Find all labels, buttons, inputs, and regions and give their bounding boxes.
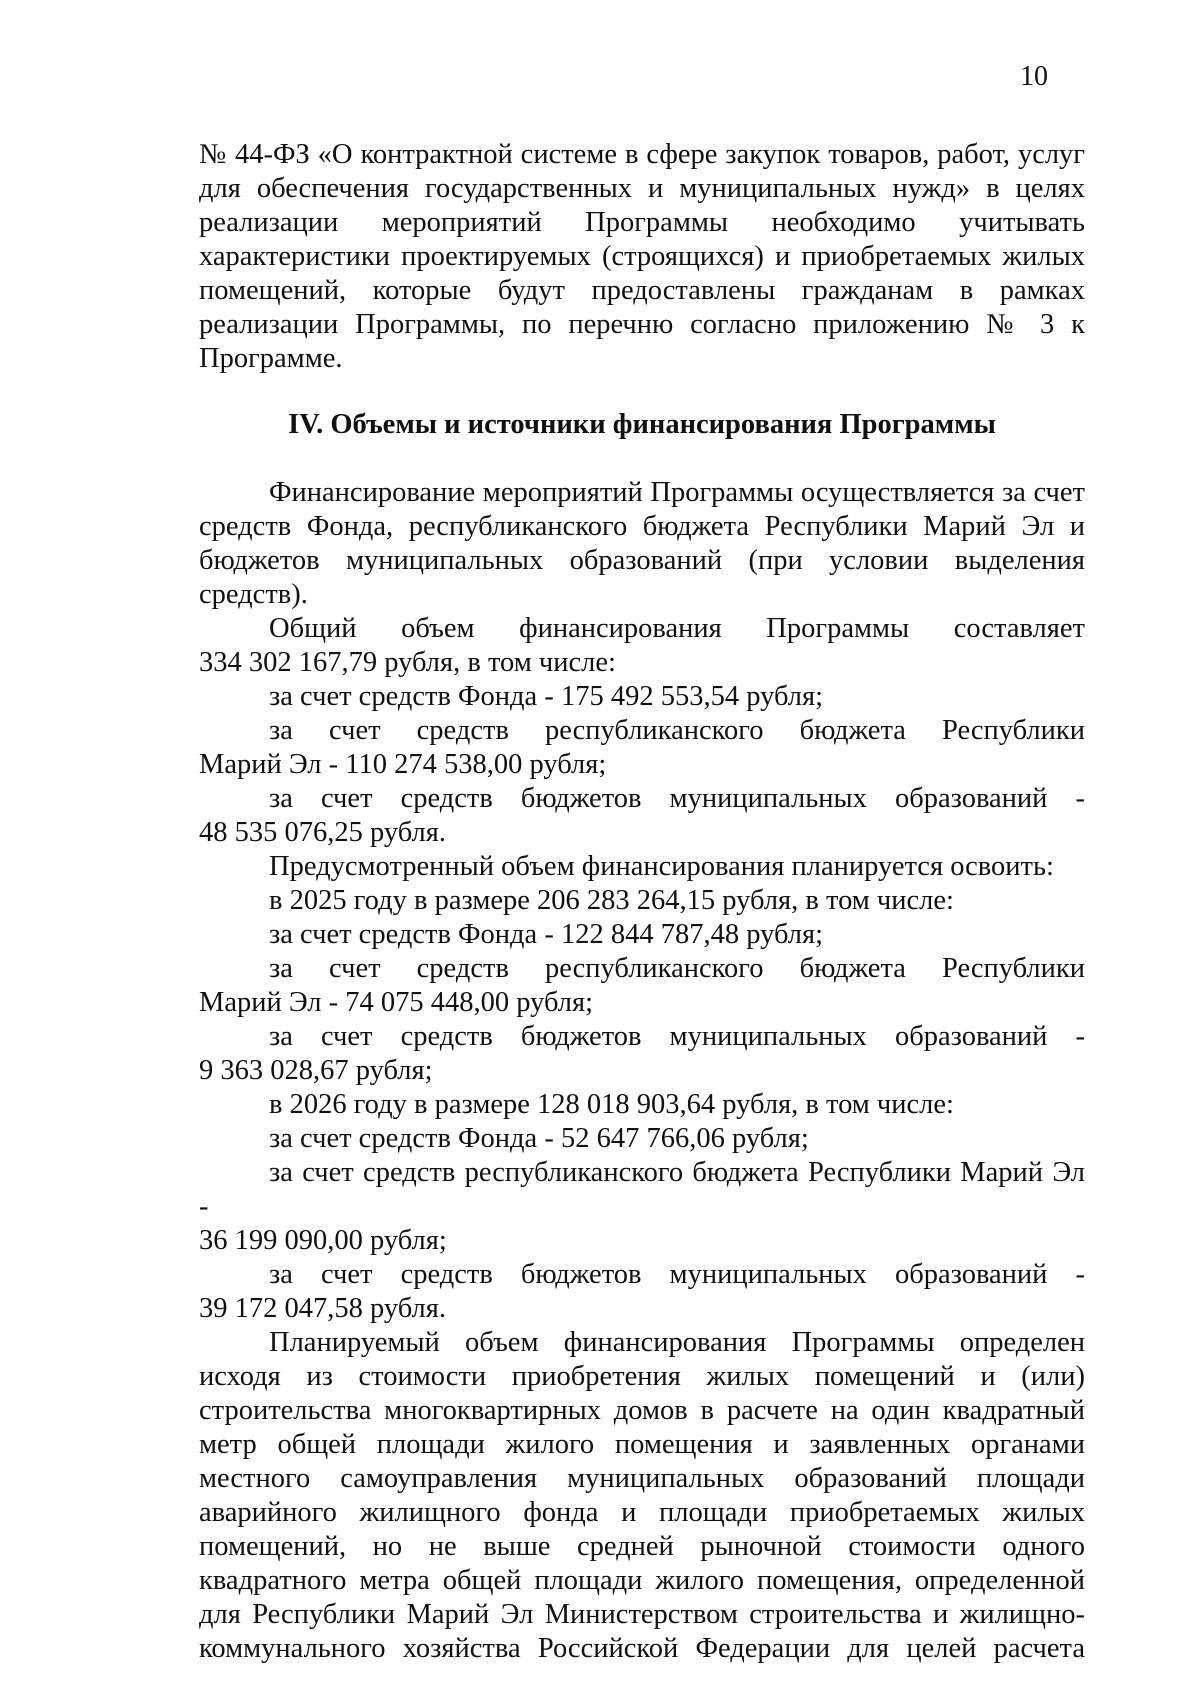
municipal-total-line-2: 48 535 076,25 рубля. bbox=[199, 817, 446, 848]
fund-2025-line: за счет средств Фонда - 122 844 787,48 рубля; bbox=[269, 919, 823, 950]
republic-2026-line-1: за счет средств республиканского бюджета Республики Марий Эл - bbox=[199, 1157, 1085, 1222]
section-heading: IV. Объемы и источники финансирования Программы bbox=[288, 409, 996, 440]
republic-2025-line-1: за счет средств республиканского бюджета Республики bbox=[269, 953, 1085, 984]
financing-paragraph: Финансирование мероприятий Программы осуществляется за счет средств Фонда, республиканского бюджета Республики Марий Эл и бюджетов муниципальных образований (при условии выделения средств). bbox=[199, 477, 1085, 610]
municipal-2025-line-1: за счет средств бюджетов муниципальных образований - bbox=[269, 1021, 1085, 1052]
planned-volume-paragraph: Планируемый объем финансирования Программы определен исходя из стоимости приобретения жилых помещений и (или) строительства многоквартирных домов в расчете на один квадратный метр общей площади жилого помещения и заявленных органами местного самоуправления муниципальных образований площади аварийного жилищного фонда и площади приобретаемых жилых помещений, но не выше средней рыночной стоимости одного квадратного метра общей площади жилого помещения, определенной для Республики Марий Эл Министерством строительства и жилищно-коммунального хозяйства Российской Федерации для целей расчета bbox=[199, 1327, 1085, 1664]
fund-2026-line: за счет средств Фонда - 52 647 766,06 рубля; bbox=[269, 1123, 809, 1154]
total-line-2: 334 302 167,79 рубля, в том числе: bbox=[199, 647, 616, 678]
total-line-1: Общий объем финансирования Программы составляет bbox=[269, 613, 1085, 644]
municipal-total-line-1: за счет средств бюджетов муниципальных образований - bbox=[269, 783, 1085, 814]
year-2026-line: в 2026 году в размере 128 018 903,64 рубля, в том числе: bbox=[269, 1089, 954, 1120]
intro-paragraph: № 44-ФЗ «О контрактной системе в сфере закупок товаров, работ, услуг для обеспечения государственных и муниципальных нужд» в целях реализации мероприятий Программы необходимо учитывать характеристики проектируемых (строящихся) и приобретаемых жилых помещений, которые будут предоставлены гражданам в рамках реализации Программы, по перечню согласно приложению № 3 к Программе. bbox=[199, 139, 1085, 374]
year-2025-line: в 2025 году в размере 206 283 264,15 рубля, в том числе: bbox=[269, 885, 954, 916]
fund-total-line: за счет средств Фонда - 175 492 553,54 рубля; bbox=[269, 681, 823, 712]
municipal-2026-line-2: 39 172 047,58 рубля. bbox=[199, 1293, 446, 1324]
page-number: 10 bbox=[1020, 61, 1048, 92]
republic-total-line-1: за счет средств республиканского бюджета Республики bbox=[269, 715, 1085, 746]
planned-line: Предусмотренный объем финансирования планируется освоить: bbox=[269, 851, 1054, 882]
municipal-2026-line-1: за счет средств бюджетов муниципальных образований - bbox=[269, 1259, 1085, 1290]
republic-2025-line-2: Марий Эл - 74 075 448,00 рубля; bbox=[199, 987, 594, 1018]
document-body bbox=[199, 138, 1085, 1666]
republic-2026-line-2: 36 199 090,00 рубля; bbox=[199, 1225, 447, 1256]
municipal-2025-line-2: 9 363 028,67 рубля; bbox=[199, 1055, 433, 1086]
republic-total-line-2: Марий Эл - 110 274 538,00 рубля; bbox=[199, 749, 607, 780]
